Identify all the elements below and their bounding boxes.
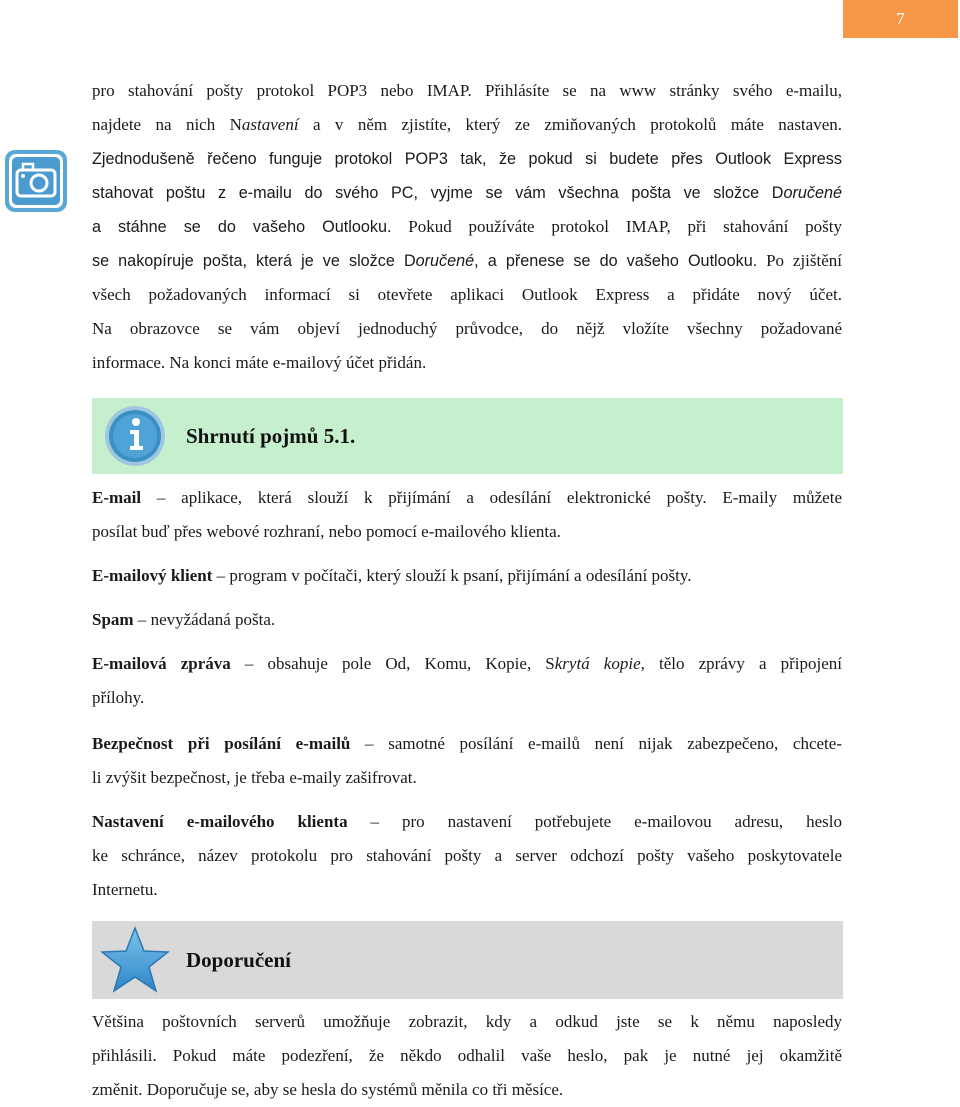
- intro-line-3: Zjednodušeně řečeno funguje protokol POP3 tak, že pokud si budete přes Outlook Express: [92, 150, 842, 168]
- recommendation-heading: Doporučení: [186, 947, 291, 972]
- intro-line-5: a stáhne se do vašeho Outlooku. Pokud používáte protokol IMAP, při stahování pošty: [92, 217, 842, 236]
- intro-line-8: Na obrazovce se vám objeví jednoduchý průvodce, do nějž vložíte všechny požadované: [92, 319, 842, 338]
- term-spam: Spam – nevyžádaná pošta.: [92, 610, 276, 629]
- intro-paragraph: [92, 74, 842, 380]
- recommendation-paragraph: Většina poštovních serverů umožňuje zobrazit, kdy a odkud jste se k němu naposledy přihlásili. Pokud máte podezření, že někdo odhalil vaše heslo, pak je nutné jej okamžitě změnit. Doporučuje se, aby se hesla do systémů měnila co tři měsíce.: [92, 1012, 842, 1099]
- term-client-settings: Nastavení e-mailového klienta – pro nastavení potřebujete e-mailovou adresu, heslo ke schránce, název protokolu pro stahování pošty a server odchozí pošty vašeho poskytovatele Internetu.: [92, 812, 842, 899]
- intro-line-2: najdete na nich Nastavení a v něm zjistíte, který ze zmiňovaných protokolů máte nastaven.: [92, 115, 842, 134]
- term-email-client: E-mailový klient – program v počítači, který slouží k psaní, přijímání a odesílání pošty.: [92, 566, 692, 585]
- info-icon: [102, 403, 168, 469]
- summary-heading: Shrnutí pojmů 5.1.: [186, 423, 356, 448]
- term-email-message: E-mailová zpráva – obsahuje pole Od, Komu, Kopie, Skrytá kopie, tělo zprávy a připojení přílohy.: [92, 654, 842, 707]
- intro-line-7: všech požadovaných informací si otevřete aplikaci Outlook Express a přidáte nový účet.: [92, 285, 842, 304]
- term-email: E-mail – aplikace, která slouží k přijímání a odesílání elektronické pošty. E-maily můžete posílat buď přes webové rozhraní, nebo pomocí e-mailového klienta.: [92, 488, 842, 541]
- star-icon: [100, 925, 170, 995]
- camera-icon: [3, 148, 69, 214]
- term-email-security: Bezpečnost při posílání e-mailů – samotné posílání e-mailů není nijak zabezpečeno, chcete- li zvýšit bezpečnost, je třeba e-maily zašifrovat.: [92, 734, 842, 787]
- recommendation-heading-band: [92, 921, 843, 999]
- intro-line-6: se nakopíruje pošta, která je ve složce Doručené, a přenese se do vašeho Outlooku. Po zjištění: [92, 251, 842, 270]
- intro-line-4: stahovat poštu z e-mailu do svého PC, vyjme se vám všechna pošta ve složce Doručené: [92, 184, 842, 202]
- summary-heading-band: [92, 398, 843, 474]
- page-number-tab: 7: [843, 0, 958, 38]
- intro-line-9: informace. Na konci máte e-mailový účet přidán.: [92, 353, 427, 372]
- intro-line-1: pro stahování pošty protokol POP3 nebo IMAP. Přihlásíte se na www stránky svého e-mailu,: [92, 81, 842, 100]
